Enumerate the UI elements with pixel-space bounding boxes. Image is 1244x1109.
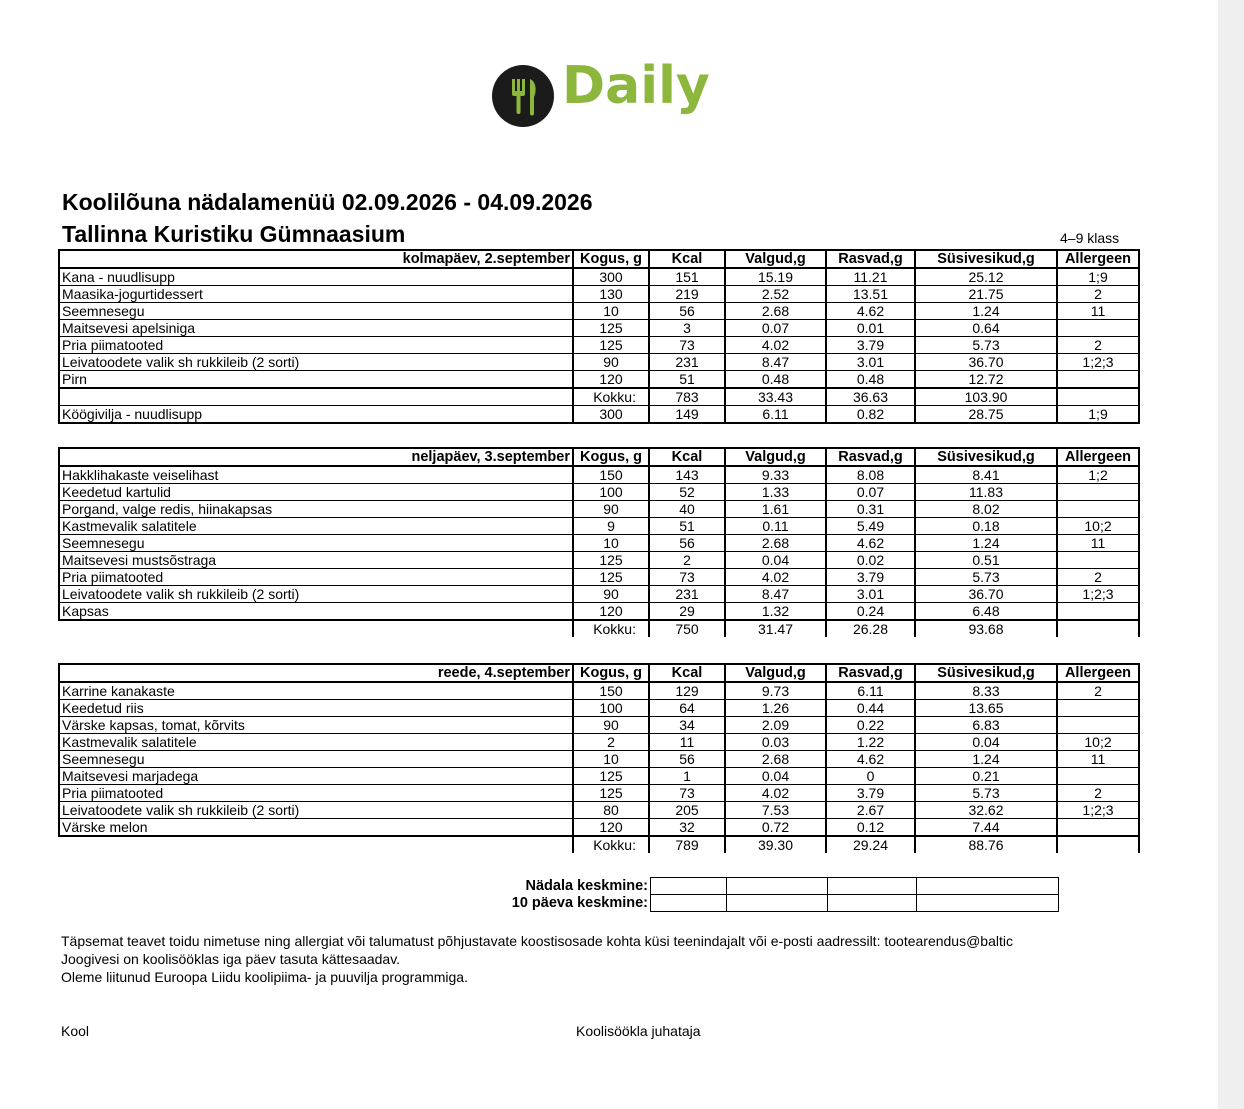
cell-value: 0.07 (725, 320, 826, 337)
cell-value: 1;9 (1057, 406, 1139, 424)
cell-value: 11 (1057, 303, 1139, 320)
cell-value: 7.53 (725, 802, 826, 819)
cell-value: 151 (649, 268, 725, 286)
cell-value: 0.01 (826, 320, 915, 337)
cell-value: 219 (649, 286, 725, 303)
total-label: Kokku: (573, 620, 649, 637)
avg-cell (917, 895, 1059, 912)
cell-value: 51 (649, 518, 725, 535)
total-value: 88.76 (915, 836, 1057, 853)
cell-value: 2.52 (725, 286, 826, 303)
cell-value: 11 (1057, 535, 1139, 552)
cell-value: 6.48 (915, 603, 1057, 621)
table-header-row (59, 250, 1139, 268)
table-row (59, 535, 1139, 552)
signature-manager: Koolisöökla juhataja (576, 1023, 701, 1039)
cell-value: 0 (826, 768, 915, 785)
dish-name: Seemnesegu (59, 751, 573, 768)
cell-value: 4.62 (826, 751, 915, 768)
cell-value: 2 (1057, 785, 1139, 802)
cell-value: 73 (649, 337, 725, 354)
total-value: 39.30 (725, 836, 826, 853)
cell-value: 4.02 (725, 569, 826, 586)
table-row (59, 286, 1139, 303)
avg-cell (828, 878, 917, 895)
table-row (59, 586, 1139, 603)
cell-value: 29 (649, 603, 725, 621)
column-header: Valgud,g (725, 448, 826, 466)
table-row (59, 569, 1139, 586)
cell-value: 1;2 (1057, 466, 1139, 484)
column-header: Kcal (649, 664, 725, 682)
blank-cell (59, 836, 573, 853)
table-row (59, 518, 1139, 535)
cell-value: 32 (649, 819, 725, 837)
table-header-row (59, 664, 1139, 682)
dish-name: Leivatoodete valik sh rukkileib (2 sorti) (59, 802, 573, 819)
column-header: Valgud,g (725, 250, 826, 268)
cell-value: 56 (649, 751, 725, 768)
cell-value: 0.48 (725, 371, 826, 389)
cell-value: 6.11 (826, 682, 915, 700)
cell-value: 3.79 (826, 337, 915, 354)
cell-value: 4.62 (826, 303, 915, 320)
cell-value: 52 (649, 484, 725, 501)
avg-cell (727, 878, 828, 895)
cell-value: 25.12 (915, 268, 1057, 286)
menu-title: Koolilõuna nädalamenüü 02.09.2026 - 04.09.2026 (62, 189, 593, 215)
table-row (59, 751, 1139, 768)
dish-name: Kapsas (59, 603, 573, 621)
cell-value (1057, 717, 1139, 734)
cell-value: 2 (1057, 286, 1139, 303)
cell-value: 149 (649, 406, 725, 424)
cell-value: 2 (1057, 337, 1139, 354)
avg-cell (828, 895, 917, 912)
table-row (59, 268, 1139, 286)
total-value: 26.28 (826, 620, 915, 637)
blank-cell (1057, 388, 1139, 406)
cell-value: 8.02 (915, 501, 1057, 518)
cell-value: 300 (573, 406, 649, 424)
table-row (59, 371, 1139, 389)
cell-value: 21.75 (915, 286, 1057, 303)
day-label: reede, 4.september (59, 664, 573, 682)
cell-value: 3 (649, 320, 725, 337)
cell-value: 9 (573, 518, 649, 535)
cell-value: 8.47 (725, 586, 826, 603)
cell-value: 40 (649, 501, 725, 518)
cell-value: 8.33 (915, 682, 1057, 700)
cell-value: 1.61 (725, 501, 826, 518)
cell-value: 0.31 (826, 501, 915, 518)
cell-value: 1;2;3 (1057, 802, 1139, 819)
day-label: neljapäev, 3.september (59, 448, 573, 466)
table-header-row (59, 448, 1139, 466)
cell-value: 0.02 (826, 552, 915, 569)
dish-name: Värske kapsas, tomat, kõrvits (59, 717, 573, 734)
table-row (59, 406, 1139, 424)
cell-value: 125 (573, 552, 649, 569)
cell-value: 1.24 (915, 535, 1057, 552)
cell-value: 5.49 (826, 518, 915, 535)
column-header: Rasvad,g (826, 664, 915, 682)
cell-value: 0.24 (826, 603, 915, 621)
cell-value: 2 (573, 734, 649, 751)
cell-value: 90 (573, 717, 649, 734)
cell-value: 15.19 (725, 268, 826, 286)
cell-value: 28.75 (915, 406, 1057, 424)
cell-value: 0.04 (725, 552, 826, 569)
column-header: Allergeen (1057, 250, 1139, 268)
grade-label: 4–9 klass (1060, 230, 1120, 246)
cell-value: 80 (573, 802, 649, 819)
cell-value: 2.68 (725, 303, 826, 320)
cell-value: 120 (573, 371, 649, 389)
water-note: Joogivesi on koolisööklas iga päev tasuta kättesaadav. (61, 951, 401, 967)
column-header: Rasvad,g (826, 448, 915, 466)
cell-value: 1.24 (915, 751, 1057, 768)
cell-value: 125 (573, 337, 649, 354)
cell-value: 7.44 (915, 819, 1057, 837)
column-header: Allergeen (1057, 664, 1139, 682)
cell-value: 36.70 (915, 354, 1057, 371)
table-row (59, 354, 1139, 371)
cell-value: 0.03 (725, 734, 826, 751)
column-header: Süsivesikud,g (915, 448, 1057, 466)
dish-name: Leivatoodete valik sh rukkileib (2 sorti) (59, 354, 573, 371)
cell-value: 1.26 (725, 700, 826, 717)
cell-value: 130 (573, 286, 649, 303)
cell-value: 120 (573, 819, 649, 837)
table-row (59, 768, 1139, 785)
avg-cell (727, 895, 828, 912)
avg-cell (651, 878, 727, 895)
cell-value: 1.33 (725, 484, 826, 501)
cell-value: 8.08 (826, 466, 915, 484)
cell-value: 4.62 (826, 535, 915, 552)
column-header: Süsivesikud,g (915, 250, 1057, 268)
table-row (59, 802, 1139, 819)
cell-value: 0.04 (915, 734, 1057, 751)
column-header: Valgud,g (725, 664, 826, 682)
cell-value: 90 (573, 586, 649, 603)
table-row (59, 785, 1139, 802)
blank-cell (59, 620, 573, 637)
dish-name: Maasika-jogurtidessert (59, 286, 573, 303)
viewer-edge (1218, 0, 1244, 1109)
cell-value: 56 (649, 303, 725, 320)
cell-value: 13.65 (915, 700, 1057, 717)
cell-value: 0.11 (725, 518, 826, 535)
cell-value: 10 (573, 535, 649, 552)
daily-logo (492, 56, 732, 126)
cell-value: 3.01 (826, 354, 915, 371)
cell-value: 0.64 (915, 320, 1057, 337)
dish-name: Porgand, valge redis, hiinakapsas (59, 501, 573, 518)
dish-name: Kastmevalik salatitele (59, 734, 573, 751)
total-row (59, 836, 1139, 853)
menu-table-wednesday (58, 249, 1140, 424)
cell-value: 3.01 (826, 586, 915, 603)
menu-table-thursday (58, 447, 1140, 637)
cell-value (1057, 552, 1139, 569)
cell-value: 0.48 (826, 371, 915, 389)
cell-value (1057, 320, 1139, 337)
cell-value: 11 (1057, 751, 1139, 768)
cell-value: 1.32 (725, 603, 826, 621)
table-row (59, 466, 1139, 484)
cell-value: 0.07 (826, 484, 915, 501)
column-header: Kcal (649, 448, 725, 466)
cell-value: 0.21 (915, 768, 1057, 785)
fork-knife-icon (492, 65, 554, 127)
cell-value: 0.22 (826, 717, 915, 734)
cell-value: 0.04 (725, 768, 826, 785)
total-value: 31.47 (725, 620, 826, 637)
cell-value: 100 (573, 700, 649, 717)
dish-name: Seemnesegu (59, 303, 573, 320)
cell-value: 11.83 (915, 484, 1057, 501)
table-row (59, 320, 1139, 337)
cell-value: 2.67 (826, 802, 915, 819)
averages-table (420, 877, 1059, 912)
ten-day-average-label: 10 päeva keskmine: (511, 895, 648, 911)
cell-value: 300 (573, 268, 649, 286)
cell-value: 12.72 (915, 371, 1057, 389)
cell-value: 11.21 (826, 268, 915, 286)
cell-value (1057, 819, 1139, 837)
cell-value: 231 (649, 586, 725, 603)
cell-value: 90 (573, 501, 649, 518)
table-row (59, 484, 1139, 501)
column-header: Kogus, g (573, 664, 649, 682)
cell-value: 1;2;3 (1057, 354, 1139, 371)
total-row (59, 388, 1139, 406)
table-row (59, 303, 1139, 320)
table-row (59, 734, 1139, 751)
cell-value: 9.73 (725, 682, 826, 700)
cell-value: 10;2 (1057, 734, 1139, 751)
cell-value: 143 (649, 466, 725, 484)
table-row (59, 819, 1139, 837)
cell-value (1057, 700, 1139, 717)
eu-program-note: Oleme liitunud Euroopa Liidu koolipiima- ja puuvilja programmiga. (61, 969, 468, 985)
cell-value: 0.51 (915, 552, 1057, 569)
cell-value: 2 (649, 552, 725, 569)
column-header: Kogus, g (573, 250, 649, 268)
cell-value: 1.24 (915, 303, 1057, 320)
dish-name: Pria piimatooted (59, 569, 573, 586)
dish-name: Pria piimatooted (59, 785, 573, 802)
dish-name: Maitsevesi apelsiniga (59, 320, 573, 337)
cell-value: 9.33 (725, 466, 826, 484)
cell-value: 5.73 (915, 337, 1057, 354)
cell-value (1057, 603, 1139, 621)
cell-value: 73 (649, 785, 725, 802)
total-value: 789 (649, 836, 725, 853)
cell-value: 90 (573, 354, 649, 371)
cell-value: 205 (649, 802, 725, 819)
logo-wordmark: Daily (562, 56, 710, 116)
cell-value: 2.68 (725, 535, 826, 552)
table-row (59, 501, 1139, 518)
table-row (59, 337, 1139, 354)
cell-value: 64 (649, 700, 725, 717)
dish-name: Hakklihakaste veiselihast (59, 466, 573, 484)
cell-value: 5.73 (915, 785, 1057, 802)
cell-value: 32.62 (915, 802, 1057, 819)
cell-value: 3.79 (826, 785, 915, 802)
cell-value: 4.02 (725, 337, 826, 354)
cell-value: 73 (649, 569, 725, 586)
total-label: Kokku: (573, 388, 649, 406)
cell-value: 1;9 (1057, 268, 1139, 286)
total-value: 103.90 (915, 388, 1057, 406)
dish-name: Värske melon (59, 819, 573, 837)
cell-value: 0.12 (826, 819, 915, 837)
avg-cell (651, 895, 727, 912)
cell-value: 6.11 (725, 406, 826, 424)
total-label: Kokku: (573, 836, 649, 853)
total-row (59, 620, 1139, 637)
dish-name: Kastmevalik salatitele (59, 518, 573, 535)
dish-name: Karrine kanakaste (59, 682, 573, 700)
cell-value (1057, 484, 1139, 501)
dish-name: Pirn (59, 371, 573, 389)
cell-value: 125 (573, 768, 649, 785)
school-name: Tallinna Kuristiku Gümnaasium (62, 221, 406, 247)
cell-value: 8.47 (725, 354, 826, 371)
day-label: kolmapäev, 2.september (59, 250, 573, 268)
cell-value: 0.44 (826, 700, 915, 717)
dish-name: Maitsevesi marjadega (59, 768, 573, 785)
cell-value: 34 (649, 717, 725, 734)
total-value: 33.43 (725, 388, 826, 406)
column-header: Rasvad,g (826, 250, 915, 268)
cell-value: 150 (573, 466, 649, 484)
cell-value (1057, 371, 1139, 389)
dish-name: Pria piimatooted (59, 337, 573, 354)
cell-value: 11 (649, 734, 725, 751)
dish-name: Kana - nuudlisupp (59, 268, 573, 286)
cell-value: 0.18 (915, 518, 1057, 535)
cell-value: 100 (573, 484, 649, 501)
cell-value: 125 (573, 569, 649, 586)
cell-value: 120 (573, 603, 649, 621)
dish-name: Leivatoodete valik sh rukkileib (2 sorti) (59, 586, 573, 603)
cell-value: 1 (649, 768, 725, 785)
table-row (59, 552, 1139, 569)
cell-value: 150 (573, 682, 649, 700)
cell-value: 125 (573, 785, 649, 802)
table-row (59, 603, 1139, 621)
cell-value: 0.72 (725, 819, 826, 837)
avg-cell (917, 878, 1059, 895)
cell-value: 36.70 (915, 586, 1057, 603)
cell-value: 3.79 (826, 569, 915, 586)
cell-value: 10 (573, 751, 649, 768)
blank-cell (1057, 836, 1139, 853)
cell-value: 8.41 (915, 466, 1057, 484)
cell-value: 2.68 (725, 751, 826, 768)
cell-value: 5.73 (915, 569, 1057, 586)
cell-value: 231 (649, 354, 725, 371)
column-header: Süsivesikud,g (915, 664, 1057, 682)
dish-name: Keedetud kartulid (59, 484, 573, 501)
column-header: Allergeen (1057, 448, 1139, 466)
column-header: Kcal (649, 250, 725, 268)
dish-name: Köögivilja - nuudlisupp (59, 406, 573, 424)
cell-value: 0.82 (826, 406, 915, 424)
total-value: 93.68 (915, 620, 1057, 637)
cell-value: 10;2 (1057, 518, 1139, 535)
blank-cell (59, 388, 573, 406)
allergy-note: Täpsemat teavet toidu nimetuse ning allergiat või talumatust põhjustavate koostisosade kohta küsi teenindajalt või e-posti aadressilt: tootearendus@baltic (61, 933, 1013, 949)
cell-value: 10 (573, 303, 649, 320)
cell-value: 1.22 (826, 734, 915, 751)
dish-name: Seemnesegu (59, 535, 573, 552)
column-header: Kogus, g (573, 448, 649, 466)
table-row (59, 682, 1139, 700)
total-value: 783 (649, 388, 725, 406)
cell-value: 4.02 (725, 785, 826, 802)
dish-name: Maitsevesi mustsõstraga (59, 552, 573, 569)
cell-value: 51 (649, 371, 725, 389)
week-average-label: Nädala keskmine: (525, 878, 648, 894)
cell-value: 2 (1057, 569, 1139, 586)
cell-value: 2.09 (725, 717, 826, 734)
signature-school: Kool (61, 1023, 90, 1039)
table-row (59, 700, 1139, 717)
cell-value: 6.83 (915, 717, 1057, 734)
cell-value: 2 (1057, 682, 1139, 700)
total-value: 36.63 (826, 388, 915, 406)
cell-value: 129 (649, 682, 725, 700)
cell-value: 1;2;3 (1057, 586, 1139, 603)
cell-value (1057, 768, 1139, 785)
total-value: 750 (649, 620, 725, 637)
total-value: 29.24 (826, 836, 915, 853)
table-row (59, 717, 1139, 734)
cell-value: 56 (649, 535, 725, 552)
dish-name: Keedetud riis (59, 700, 573, 717)
menu-table-friday (58, 663, 1140, 853)
cell-value (1057, 501, 1139, 518)
cell-value: 13.51 (826, 286, 915, 303)
cell-value: 125 (573, 320, 649, 337)
blank-cell (1057, 620, 1139, 637)
